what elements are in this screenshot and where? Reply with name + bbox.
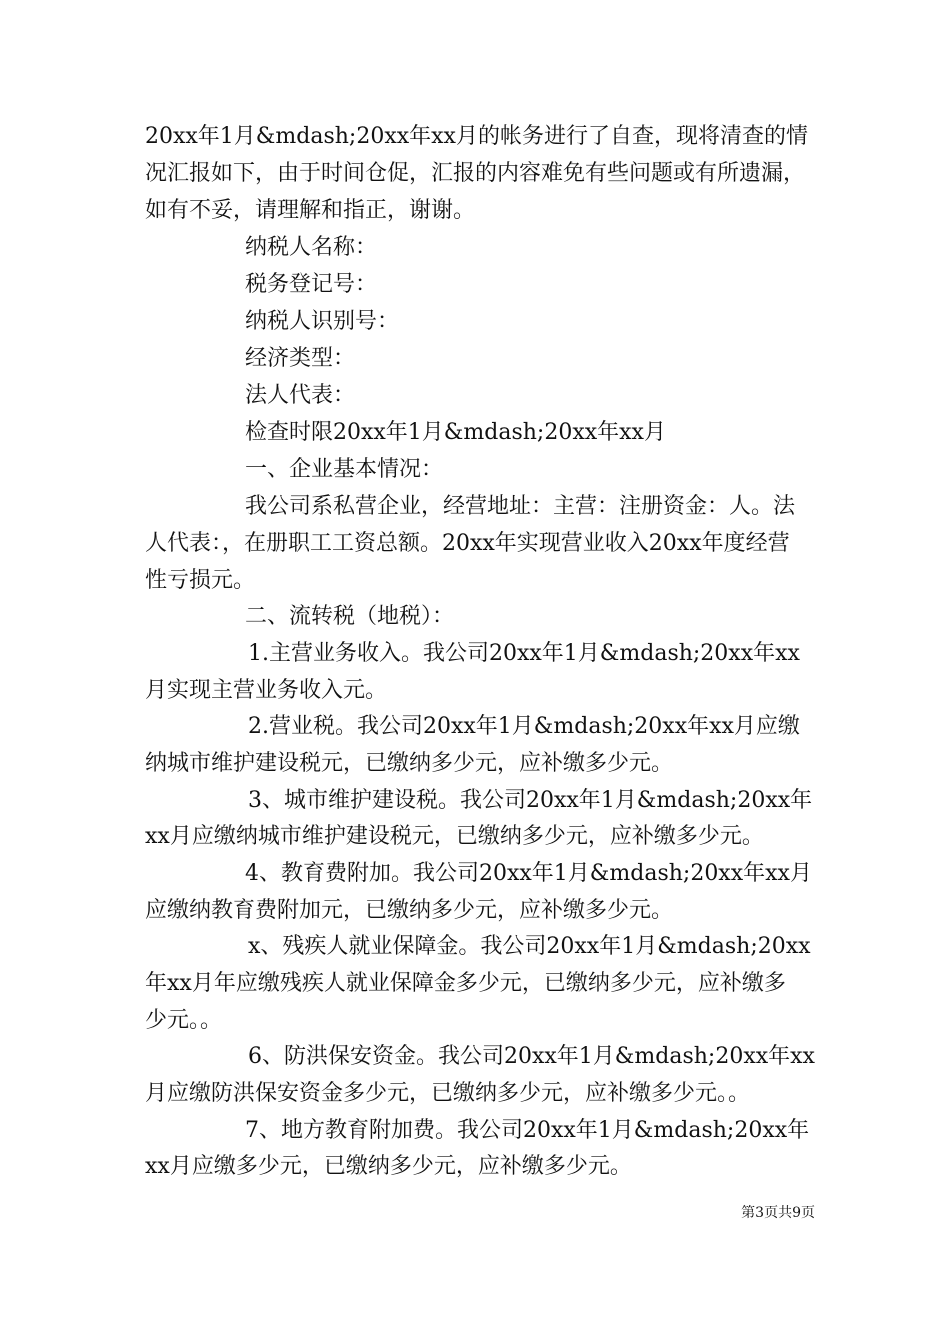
paragraph-line: 20xx年1月&mdash;20xx年xx月的帐务进行了自查，现将清查的情 bbox=[145, 124, 808, 149]
field-inspection-period: 检查时限20xx年1月&mdash;20xx年xx月 bbox=[245, 420, 666, 445]
paragraph-line: xx月应缴多少元，已缴纳多少元，应补缴多少元。 bbox=[145, 1154, 632, 1179]
paragraph-line: 应缴纳教育费附加元，已缴纳多少元，应补缴多少元。 bbox=[145, 898, 674, 923]
field-taxpayer-id: 纳税人识别号： bbox=[245, 309, 400, 334]
field-taxpayer-name: 纳税人名称： bbox=[245, 235, 378, 260]
field-legal-representative: 法人代表： bbox=[245, 383, 356, 408]
paragraph-line: 1.主营业务收入。我公司20xx年1月&mdash;20xx年xx bbox=[248, 641, 800, 666]
paragraph-line: 况汇报如下，由于时间仓促，汇报的内容难免有些问题或有所遗漏， bbox=[145, 161, 806, 186]
paragraph-line: 纳城市维护建设税元，已缴纳多少元，应补缴多少元。 bbox=[145, 751, 674, 776]
field-tax-registration-number: 税务登记号： bbox=[245, 272, 378, 297]
field-economic-type: 经济类型： bbox=[245, 346, 356, 371]
paragraph-line: 我公司系私营企业，经营地址：主营：注册资金：人。法 bbox=[245, 494, 796, 519]
paragraph-line: 年xx月年应缴残疾人就业保障金多少元，已缴纳多少元，应补缴多 bbox=[145, 971, 786, 996]
paragraph-line: 4、教育费附加。我公司20xx年1月&mdash;20xx年xx月 bbox=[245, 861, 812, 886]
section-heading: 一、企业基本情况： bbox=[245, 457, 444, 482]
page-number-footer: 第3页共9页 bbox=[741, 1205, 815, 1221]
paragraph-line: 6、防洪保安资金。我公司20xx年1月&mdash;20xx年xx bbox=[248, 1044, 815, 1069]
paragraph-line: 人代表：，在册职工工资总额。20xx年实现营业收入20xx年度经营 bbox=[145, 531, 790, 556]
paragraph-line: 如有不妥，请理解和指正，谢谢。 bbox=[145, 198, 476, 223]
section-heading: 二、流转税（地税）： bbox=[245, 604, 455, 629]
paragraph-line: 月应缴防洪保安资金多少元，已缴纳多少元，应补缴多少元。。 bbox=[145, 1081, 751, 1106]
paragraph-line: 7、地方教育附加费。我公司20xx年1月&mdash;20xx年 bbox=[245, 1118, 810, 1143]
paragraph-line: 少元。。 bbox=[145, 1008, 223, 1033]
paragraph-line: 3、城市维护建设税。我公司20xx年1月&mdash;20xx年 bbox=[248, 788, 813, 813]
paragraph-line: xx月应缴纳城市维护建设税元，已缴纳多少元，应补缴多少元。 bbox=[145, 824, 764, 849]
paragraph-line: 性亏损元。 bbox=[145, 568, 256, 593]
paragraph-line: x、残疾人就业保障金。我公司20xx年1月&mdash;20xx bbox=[248, 934, 811, 959]
paragraph-line: 月实现主营业务收入元。 bbox=[145, 678, 388, 703]
paragraph-line: 2.营业税。我公司20xx年1月&mdash;20xx年xx月应缴 bbox=[248, 714, 800, 739]
